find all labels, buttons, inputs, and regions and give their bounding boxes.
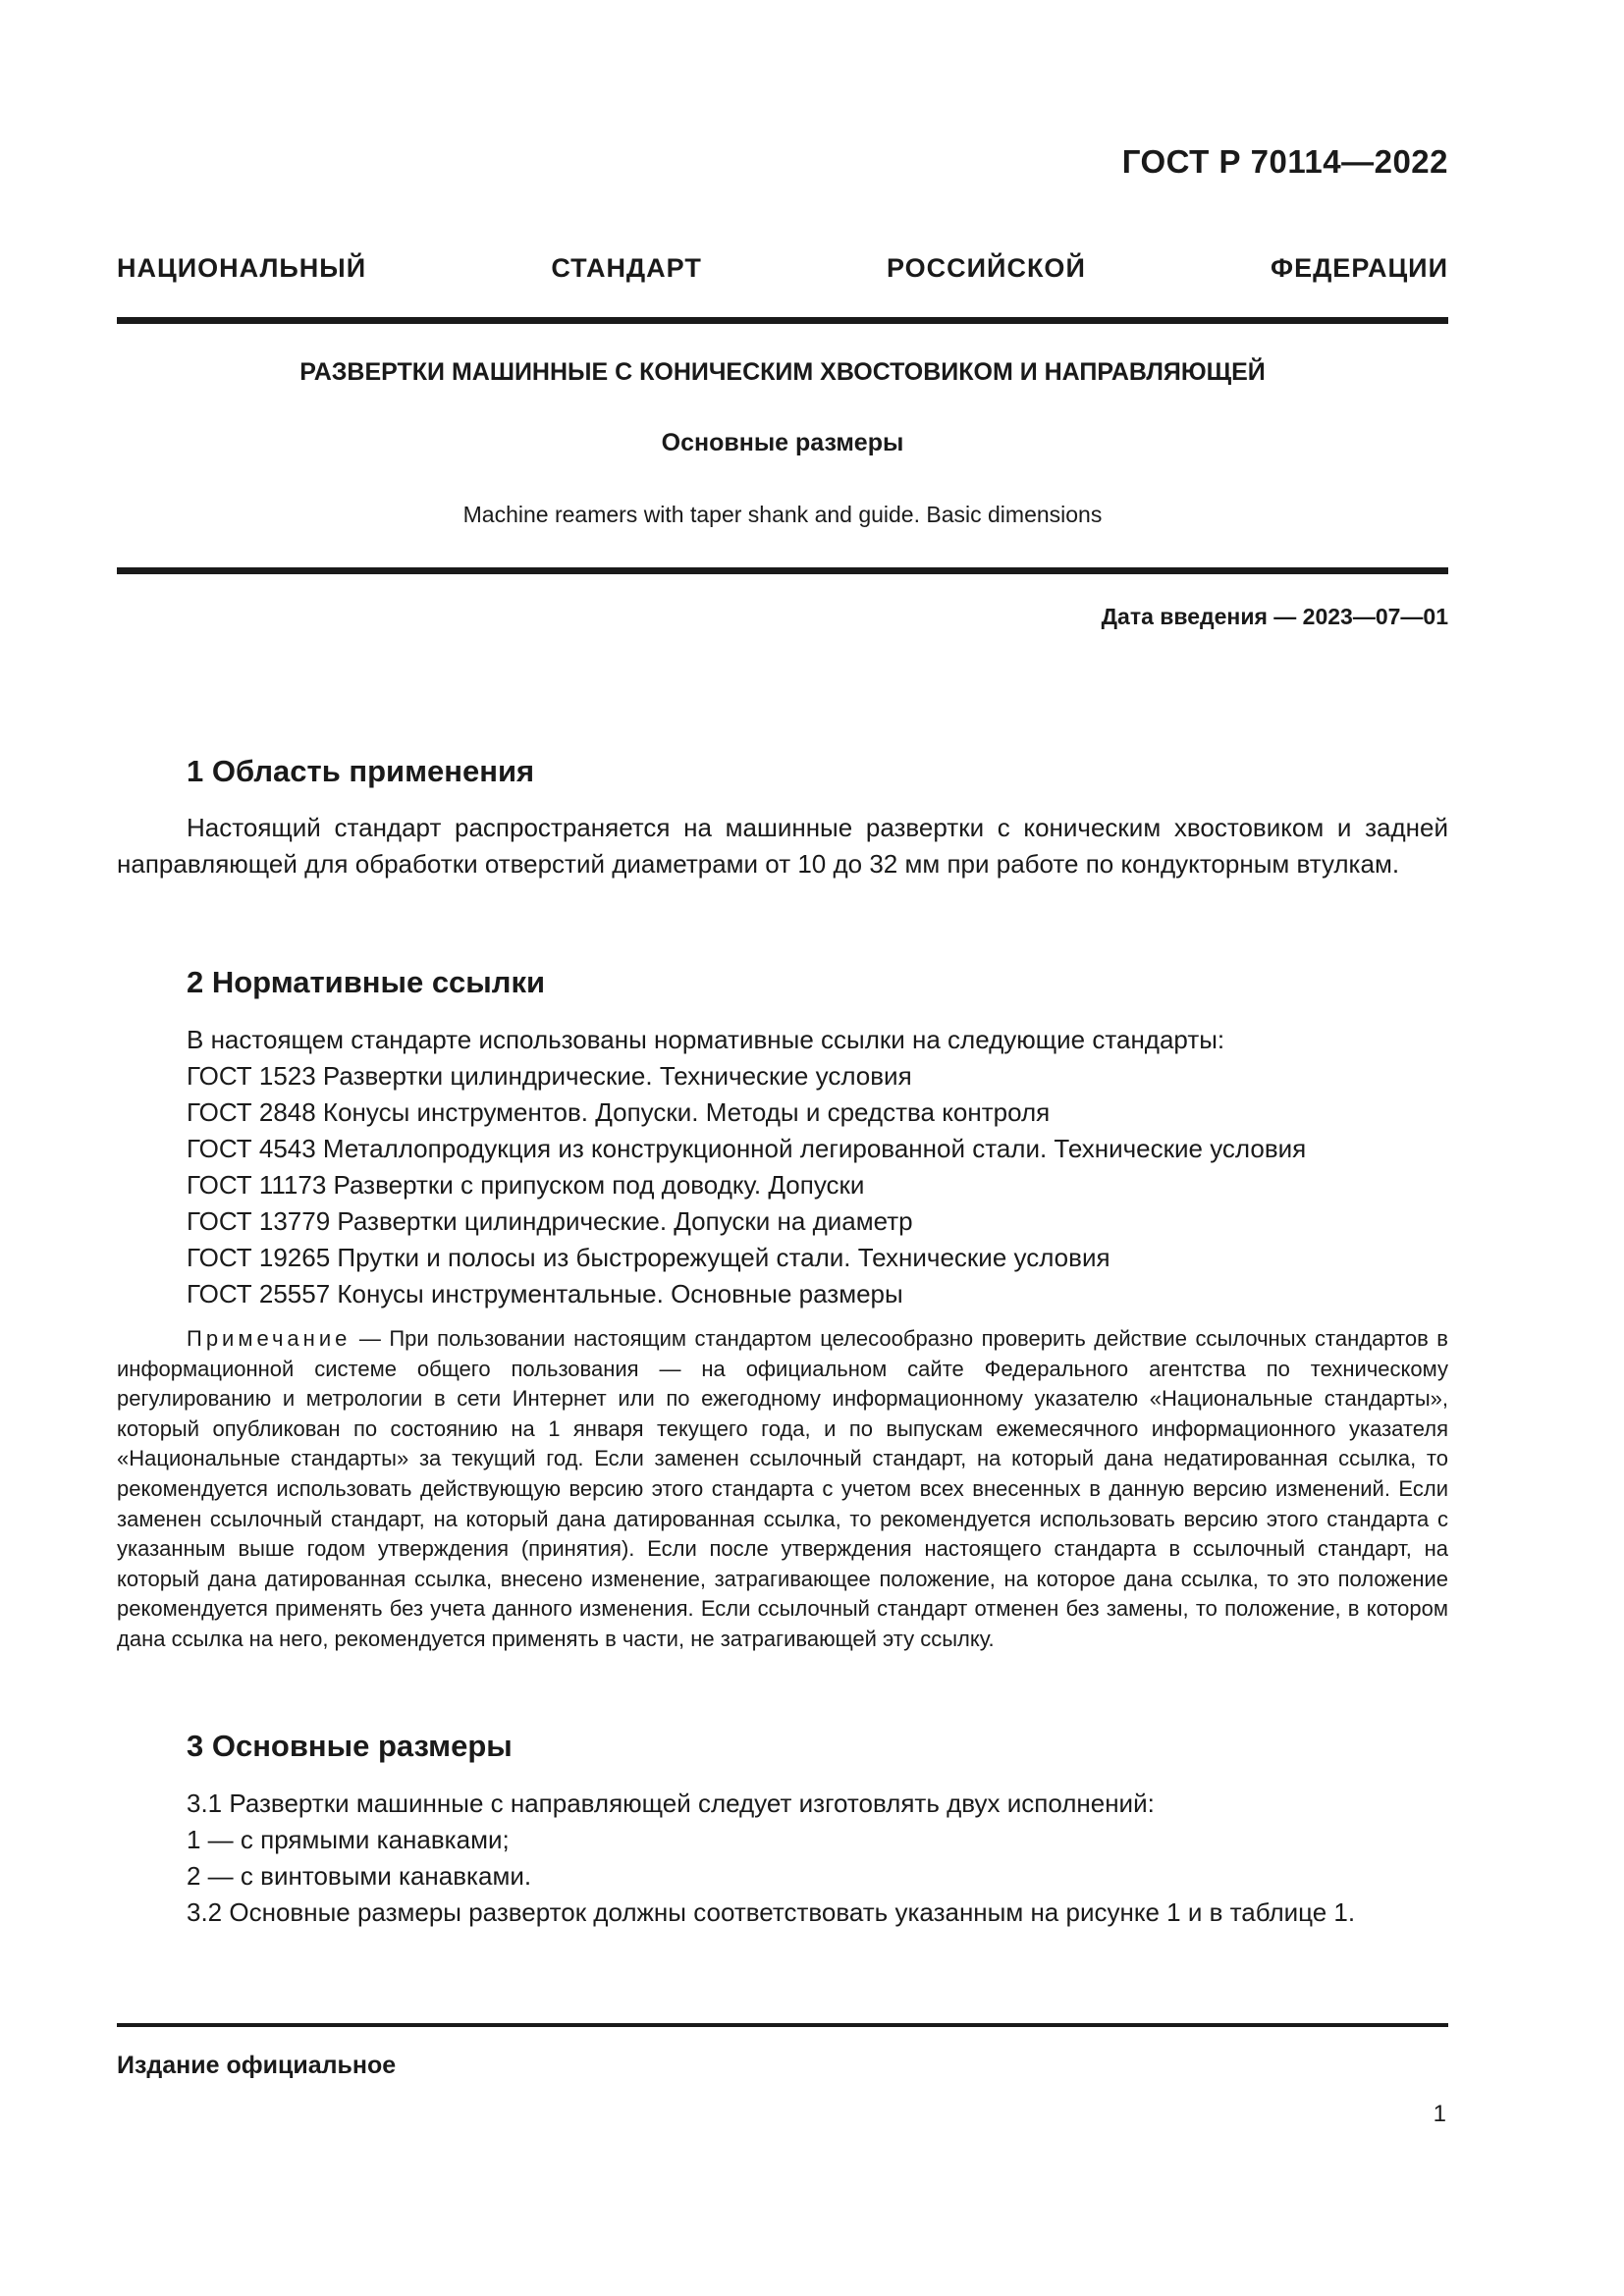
reference-item: ГОСТ 1523 Развертки цилиндрические. Технические условия [187, 1061, 912, 1091]
document-title: РАЗВЕРТКИ МАШИННЫЕ С КОНИЧЕСКИМ ХВОСТОВИКОМ И НАПРАВЛЯЮЩЕЙ [299, 358, 1266, 386]
english-title: Machine reamers with taper shank and guide. Basic dimensions [462, 502, 1103, 527]
page-number: 1 [1433, 2101, 1446, 2127]
section-1-text: Настоящий стандарт распространяется на машинные развертки с коническим хвостовиком и задней направляющей для обработки отверстий диаметрами от 10 до 32 мм при работе по кондукторным втулкам. [117, 813, 1448, 879]
header-rule [117, 317, 1448, 324]
section-3-item: 3.2 Основные размеры разверток должны соответствовать указанным на рисунке 1 и в таблице 1. [187, 1897, 1356, 1927]
title-rule [117, 567, 1448, 574]
references-intro: В настоящем стандарте использованы нормативные ссылки на следующие стандарты: [187, 1025, 1225, 1054]
organization-line: НАЦИОНАЛЬНЫЙ СТАНДАРТ РОССИЙСКОЙ ФЕДЕРАЦИИ [117, 253, 1448, 283]
reference-item: ГОСТ 4543 Металлопродукция из конструкционной легированной стали. Технические условия [187, 1134, 1307, 1163]
references-note [117, 1324, 1448, 1655]
note-text: — При пользовании настоящим стандартом целесообразно проверить действие ссылочных стандартов в информационной системе общего пользования — на официальном сайте Федерального агентства по техническому регулированию и метрологии в сети Интернет или по ежегодному информационному указателю «Национальные стандарты», который опубликован по состоянию на 1 января текущего года, и по выпускам ежемесячного информационного указателя «Национальные стандарты» за текущий год. Если заменен ссылочный стандарт, на который дана недатированная ссылка, то рекомендуется использовать действующую версию этого стандарта с учетом всех внесенных в данную версию изменений. Если заменен ссылочный стандарт, на который дана датированная ссылка, то рекомендуется использовать версию этого стандарта с указанным выше годом утверждения (принятия). Если после утверждения настоящего стандарта в ссылочный стандарт, на который дана датированная ссылка, внесено изменение, затрагивающее положение, на которое дана ссылка, то это положение рекомендуется применять без учета данного изменения. Если ссылочный стандарт отменен без замены, то положение, в котором дана ссылка на него, рекомендуется применять в части, не затрагивающей эту ссылку. [117, 1326, 1448, 1651]
reference-item: ГОСТ 13779 Развертки цилиндрические. Допуски на диаметр [187, 1206, 913, 1236]
document-subtitle: Основные размеры [661, 429, 904, 456]
introduction-date: Дата введения — 2023—07—01 [1101, 604, 1448, 629]
note-label: Примечание [187, 1326, 352, 1351]
section-3-item: 1 — с прямыми канавками; [187, 1825, 510, 1854]
section-1-heading: 1 Область применения [187, 754, 535, 788]
reference-item: ГОСТ 19265 Прутки и полосы из быстрорежущей стали. Технические условия [187, 1243, 1110, 1272]
section-2-heading: 2 Нормативные ссылки [187, 965, 546, 999]
document-code: ГОСТ Р 70114—2022 [1121, 143, 1448, 180]
reference-item: ГОСТ 25557 Конусы инструментальные. Основные размеры [187, 1279, 903, 1308]
section-3-item: 2 — с винтовыми канавками. [187, 1861, 532, 1891]
section-3-heading: 3 Основные размеры [187, 1729, 513, 1763]
official-edition-label: Издание официальное [117, 2052, 397, 2079]
section-3-item: 3.1 Развертки машинные с направляющей следует изготовлять двух исполнений: [187, 1789, 1155, 1818]
reference-item: ГОСТ 2848 Конусы инструментов. Допуски. Методы и средства контроля [187, 1097, 1051, 1127]
reference-item: ГОСТ 11173 Развертки с припуском под доводку. Допуски [187, 1170, 865, 1200]
footer-rule [117, 2023, 1448, 2027]
